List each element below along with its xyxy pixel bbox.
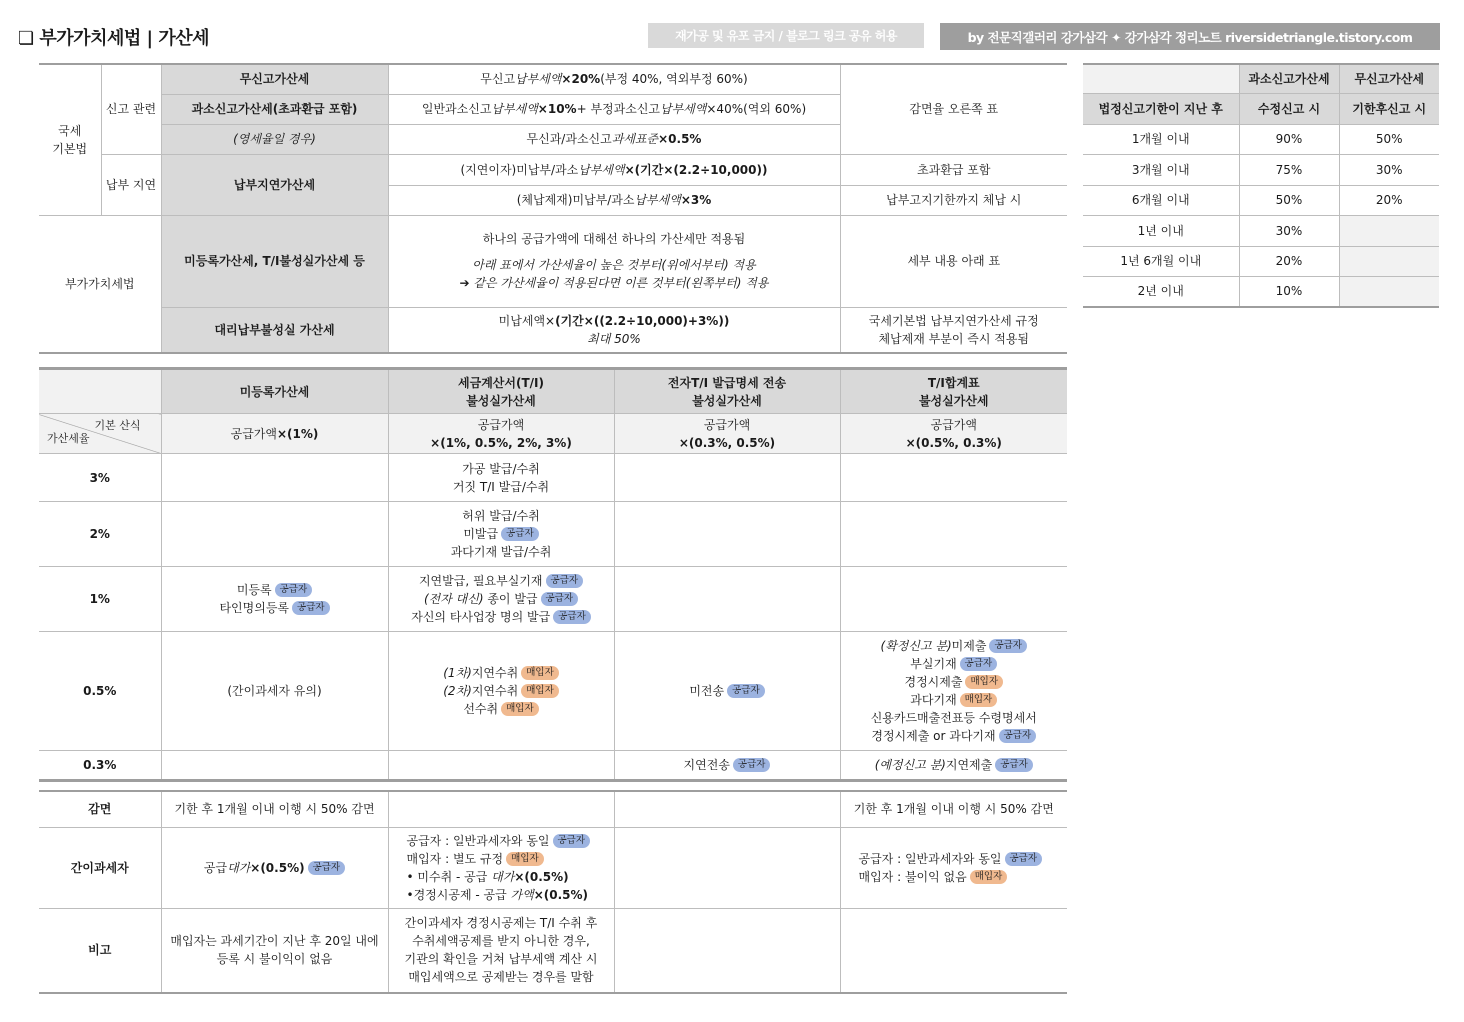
formula-ti-summary: 공급가액 ×(0.5%, 0.3%) [840,414,1067,454]
row-nonfiling-formula: 무신고납부세액×20%(부정 40%, 역외부정 60%) [388,64,840,94]
supplier-badge: 공급자 [727,684,765,698]
corner-cell [39,369,161,414]
row-latepay-formula2: (체납제재)미납부/과소납부세액×3% [388,185,840,215]
amend-rate: 90% [1239,124,1339,154]
buyer-badge: 매입자 [965,675,1003,689]
row-agent-name: 대리납부불성실 가산세 [161,307,388,353]
reduction-eti [614,791,840,828]
penalty-overview-table [39,63,1067,354]
amend-rate: 50% [1239,185,1339,215]
rate-2-ti: 허위 발급/수취 미발급 공급자 과다기재 발급/수취 [388,502,614,567]
supplier-badge: 공급자 [989,639,1027,653]
remarks-eti [614,909,840,993]
period-cell: 6개월 이내 [1083,185,1239,215]
remarks-ti-summary [840,909,1067,993]
section-divider [39,781,1067,791]
credit-banner: by 전문직갤러리 강가삼각 ✦ 강가삼각 정리노트 riversidetriangle.tistory.com [940,23,1440,50]
simplified-ti: 공급자 : 일반과세자와 동일 공급자 매입자 : 별도 규정 매입자 • 미수취 - 공급 대가×(0.5%) •경정시공제 - 공급 가액×(0.5%) [388,828,614,909]
remarks-ti: 간이과세자 경정시공제는 T/I 수취 후 수취세액공제를 받지 아니한 경우, 기관의 확인을 거쳐 납부세액 계산 시 매입세액으로 공제받는 경우를 말함 [388,909,614,993]
row-agent-note: 국세기본법 납부지연가산세 규정 체납제재 부분이 즉시 적용됨 [840,307,1067,353]
row-unregistered-name: 미등록가산세, T/I불성실가산세 등 [161,215,388,307]
supplier-badge: 공급자 [308,861,346,875]
formula-eti: 공급가액 ×(0.3%, 0.5%) [614,414,840,454]
rate-03-eti: 지연전송 공급자 [614,751,840,781]
remarks-label: 비고 [39,909,161,993]
rate-2-ti-summary [840,502,1067,567]
reduction-label: 감면 [39,791,161,828]
rate-3-eti [614,454,840,502]
rate-1-ti-summary [840,567,1067,632]
remarks-unregistered: 매입자는 과세기간이 지난 후 20일 내에 등록 시 불이익이 없음 [161,909,388,993]
period-cell: 1년 이내 [1083,215,1239,246]
simplified-unregistered: 공급대가×(0.5%) 공급자 [161,828,388,909]
supplier-badge: 공급자 [546,574,584,588]
row-agent-formula: 미납세액×(기간×((2.2÷10,000)+3%)) 최대 50% [388,307,840,353]
supplier-badge: 공급자 [541,592,579,606]
header-underreport: 과소신고가산세 [1239,64,1339,93]
row-underreport-formula: 일반과소신고납부세액×10%+ 부정과소신고납부세액×40%(역외 60%) [388,94,840,124]
rate-05-unregistered: (간이과세자 유의) [161,632,388,751]
late-rate-empty [1339,246,1439,276]
reduction-ti [388,791,614,828]
period-cell: 1개월 이내 [1083,124,1239,154]
row-zero-rate-formula: 무신과/과소신고과세표준×0.5% [388,124,840,154]
amend-rate: 10% [1239,276,1339,307]
header-ti: 세금계산서(T/I) 불성실가산세 [388,369,614,414]
row-unregistered-note: 세부 내용 아래 표 [840,215,1067,307]
buyer-badge: 매입자 [501,702,539,716]
diagonal-header [39,414,161,454]
buyer-badge: 매입자 [960,693,998,707]
supplier-badge: 공급자 [995,758,1033,772]
header-nonfiling: 무신고가산세 [1339,64,1439,93]
period-cell: 2년 이내 [1083,276,1239,307]
buyer-badge: 매입자 [506,852,544,866]
simplified-label: 간이과세자 [39,828,161,909]
group-national: 국세 기본법 [39,64,101,215]
supplier-badge: 공급자 [275,583,313,597]
row-latepay-name: 납부지연가산세 [161,154,388,215]
rate-1-eti [614,567,840,632]
row-underreport-name: 과소신고가산세(초과환급 포함) [161,94,388,124]
rate-3-label: 3% [39,454,161,502]
group-vat: 부가가치세법 [39,215,161,353]
late-rate: 50% [1339,124,1439,154]
row-latepay-note1: 초과환급 포함 [840,154,1067,185]
supplier-badge: 공급자 [553,610,591,624]
late-rate-empty [1339,276,1439,307]
header-eti: 전자T/I 발급명세 전송 불성실가산세 [614,369,840,414]
page-title: ❏ 부가가치세법 | 가산세 [18,28,210,49]
rate-1-unregistered: 미등록 공급자 타인명의등록 공급자 [161,567,388,632]
rate-03-ti-summary: (예정신고 분)지연제출 공급자 [840,751,1067,781]
reduction-ti-summary: 기한 후 1개월 이내 이행 시 50% 감면 [840,791,1067,828]
row-unregistered-desc: 하나의 공급가액에 대해선 하나의 가산세만 적용됨 아래 표에서 가산세율이 높은 것부터(위에서부터) 적용 ➔ 같은 가산세율이 적용된다면 이른 것부터(왼쪽부터) 적용 [388,215,840,307]
sub-late: 기한후신고 시 [1339,93,1439,124]
period-cell: 3개월 이내 [1083,154,1239,185]
sub-report: 신고 관련 [101,64,161,154]
amend-rate: 30% [1239,215,1339,246]
supplier-badge: 공급자 [960,657,998,671]
supplier-badge: 공급자 [553,834,591,848]
rate-03-unregistered [161,751,388,781]
sub-amend: 수정신고 시 [1239,93,1339,124]
rate-2-unregistered [161,502,388,567]
supplier-badge: 공급자 [1005,852,1043,866]
reduction-rate-table [1083,63,1439,308]
header-ti-summary: T/I합계표 불성실가산세 [840,369,1067,414]
simplified-eti [614,828,840,909]
buyer-badge: 매입자 [521,666,559,680]
diag-top-label: 기본 산식 [94,419,141,432]
notice-banner: 재가공 및 유포 금지 / 블로그 링크 공유 허용 [648,23,924,48]
rate-1-ti: 지연발급, 필요부실기재 공급자 (전자 대신) 종이 발급 공급자 자신의 타사업장 명의 발급 공급자 [388,567,614,632]
rate-03-label: 0.3% [39,751,161,781]
row-nonfiling-name: 무신고가산세 [161,64,388,94]
amend-rate: 20% [1239,246,1339,276]
row-latepay-formula1: (지연이자)미납부/과소납부세액×(기간×(2.2÷10,000)) [388,154,840,185]
reduction-note: 감면율 오른쪽 표 [840,64,1067,154]
invoice-penalty-table [39,367,1067,994]
simplified-ti-summary: 공급자 : 일반과세자와 동일 공급자 매입자 : 불이익 없음 매입자 [840,828,1067,909]
row-zero-rate-name: (영세율일 경우) [161,124,388,154]
sub-payment: 납부 지연 [101,154,161,215]
rate-05-ti: (1차)지연수취 매입자 (2차)지연수취 매입자 선수취 매입자 [388,632,614,751]
rate-2-eti [614,502,840,567]
diag-bottom-label: 가산세율 [47,432,90,445]
rate-1-label: 1% [39,567,161,632]
rate-3-ti-summary [840,454,1067,502]
row-header: 법정신고기한이 지난 후 [1083,93,1239,124]
buyer-badge: 매입자 [521,684,559,698]
supplier-badge: 공급자 [999,729,1037,743]
supplier-badge: 공급자 [292,601,330,615]
row-latepay-note2: 납부고지기한까지 체납 시 [840,185,1067,215]
corner-cell [1083,64,1239,93]
rate-05-label: 0.5% [39,632,161,751]
rate-3-ti: 가공 발급/수취 거짓 T/I 발급/수취 [388,454,614,502]
header-unregistered: 미등록가산세 [161,369,388,414]
formula-unregistered: 공급가액×(1%) [161,414,388,454]
supplier-badge: 공급자 [733,758,771,772]
amend-rate: 75% [1239,154,1339,185]
rate-2-label: 2% [39,502,161,567]
buyer-badge: 매입자 [970,870,1008,884]
late-rate: 20% [1339,185,1439,215]
late-rate-empty [1339,215,1439,246]
late-rate: 30% [1339,154,1439,185]
rate-05-ti-summary: (확정신고 분)미제출 공급자 부실기재 공급자 경정시제출 매입자 과다기재 매입자 신용카드매출전표등 수령명세서 경정시제출 or 과다기재 공급자 [840,632,1067,751]
formula-ti: 공급가액 ×(1%, 0.5%, 2%, 3%) [388,414,614,454]
supplier-badge: 공급자 [501,527,539,541]
rate-05-eti: 미전송 공급자 [614,632,840,751]
rate-03-ti [388,751,614,781]
rate-3-unregistered [161,454,388,502]
period-cell: 1년 6개월 이내 [1083,246,1239,276]
reduction-unregistered: 기한 후 1개월 이내 이행 시 50% 감면 [161,791,388,828]
